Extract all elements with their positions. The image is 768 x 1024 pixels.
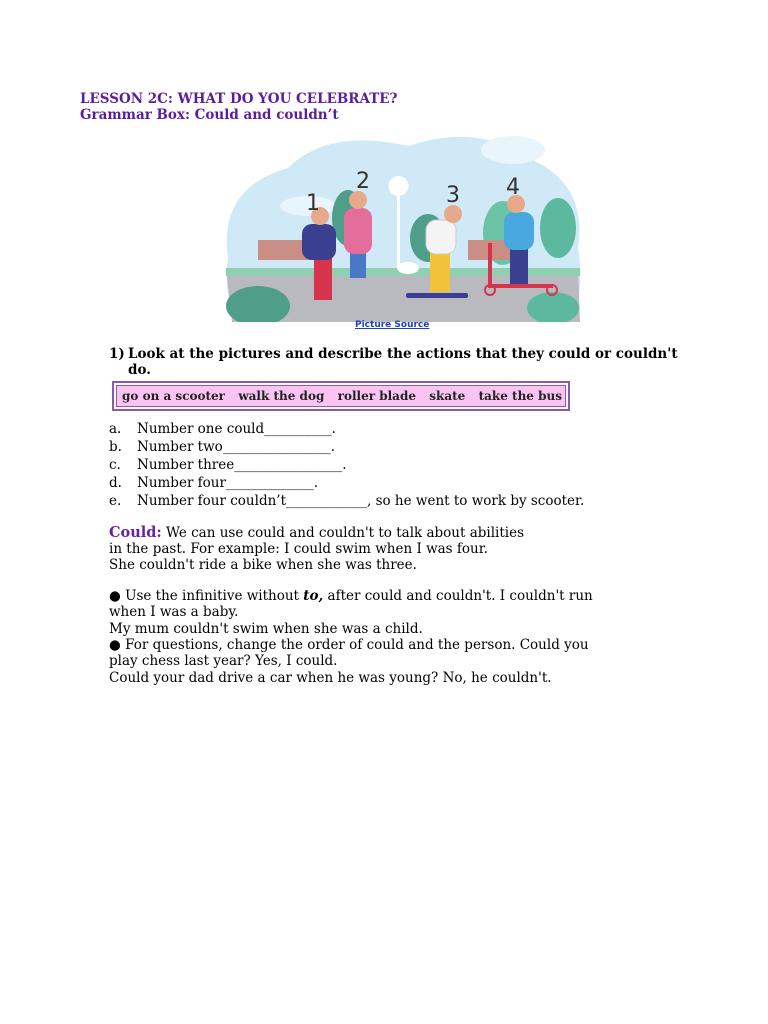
exercise-instruction [109,347,719,378]
grammar-intro-line-3: She couldn't ride a bike when she was three. [109,557,417,573]
exercise-item-b [109,439,335,455]
person-4-body [504,212,534,250]
rule-2-line-3: Could your dad drive a car when he was young? No, he couldn't. [109,670,552,686]
grammar-intro-text: We can use could and couldn't to talk about abilities [161,525,525,541]
item-letter: b. [109,439,122,455]
grammar-intro-line-2: in the past. For example: I could swim when I was four. [109,541,488,557]
item-text: Number two________________. [137,439,336,455]
exercise-item-d [109,475,318,491]
figure-number-2: 2 [356,169,370,194]
item-letter: d. [109,475,122,491]
word-bank-item: roller blade [337,389,416,403]
exercise-item-c [109,457,347,473]
picture-source-link[interactable]: Picture Source [355,320,430,330]
rule-2-line-1 [109,637,589,653]
could-label: Could: [109,524,162,541]
exercise-item-a [109,421,336,437]
item-letter: e. [109,493,122,509]
scooter [488,243,492,288]
park-illustration [218,128,586,322]
scooter-base [488,284,553,288]
person-1-body [302,224,336,260]
rule-2-line-2: play chess last year? Yes, I could. [109,653,338,669]
grammar-box-title: Grammar Box: Could and couldn’t [80,107,339,123]
rule-1-line-1 [109,588,593,604]
tree [540,198,576,258]
rule-1-line-2: when I was a baby. [109,604,239,620]
rule-1-line-3: My mum couldn't swim when she was a child. [109,621,423,637]
exercise-number: 1) [109,346,125,362]
figure-number-4: 4 [506,175,520,200]
word-bank-item: take the bus [478,389,562,403]
item-text: Number four couldn’t____________, so he went to work by scooter. [137,493,585,509]
bullet-icon: ● [109,588,121,604]
instruction-line-2: do. [128,361,151,378]
cloud [481,136,545,164]
item-letter: c. [109,457,121,473]
dog [397,262,419,274]
rule-1-text-before: Use the infinitive without [120,588,304,604]
person-3-body [426,220,456,254]
rule-2-text: For questions, change the order of could and the person. Could you [120,637,589,653]
item-letter: a. [109,421,122,437]
figure-number-1: 1 [306,191,320,216]
bullet-icon: ● [109,637,121,653]
word-bank [112,381,570,411]
person-2-body [344,208,372,254]
lamp [389,176,409,196]
exercise-item-e [109,493,584,509]
item-text: Number three________________. [137,457,347,473]
word-bank-item: skate [429,389,466,403]
rule-1-emphasis: to, [303,588,324,604]
rule-1-text-after: after could and couldn't. I couldn't run [323,588,593,604]
grammar-intro-line-1 [109,525,524,541]
word-bank-item: walk the dog [238,389,325,403]
person-1-legs [314,256,332,300]
figure-number-3: 3 [446,183,460,208]
lesson-title: LESSON 2C: WHAT DO YOU CELEBRATE? [80,91,398,107]
person-2-legs [350,250,366,278]
skateboard [406,293,468,298]
person-4-legs [510,246,528,284]
word-bank-item: go on a scooter [122,389,226,403]
person-3-legs [430,250,450,292]
item-text: Number four_____________. [137,475,318,491]
item-text: Number one could__________. [137,421,336,437]
instruction-line-1: Look at the pictures and describe the actions that they could or couldn't [128,346,678,362]
